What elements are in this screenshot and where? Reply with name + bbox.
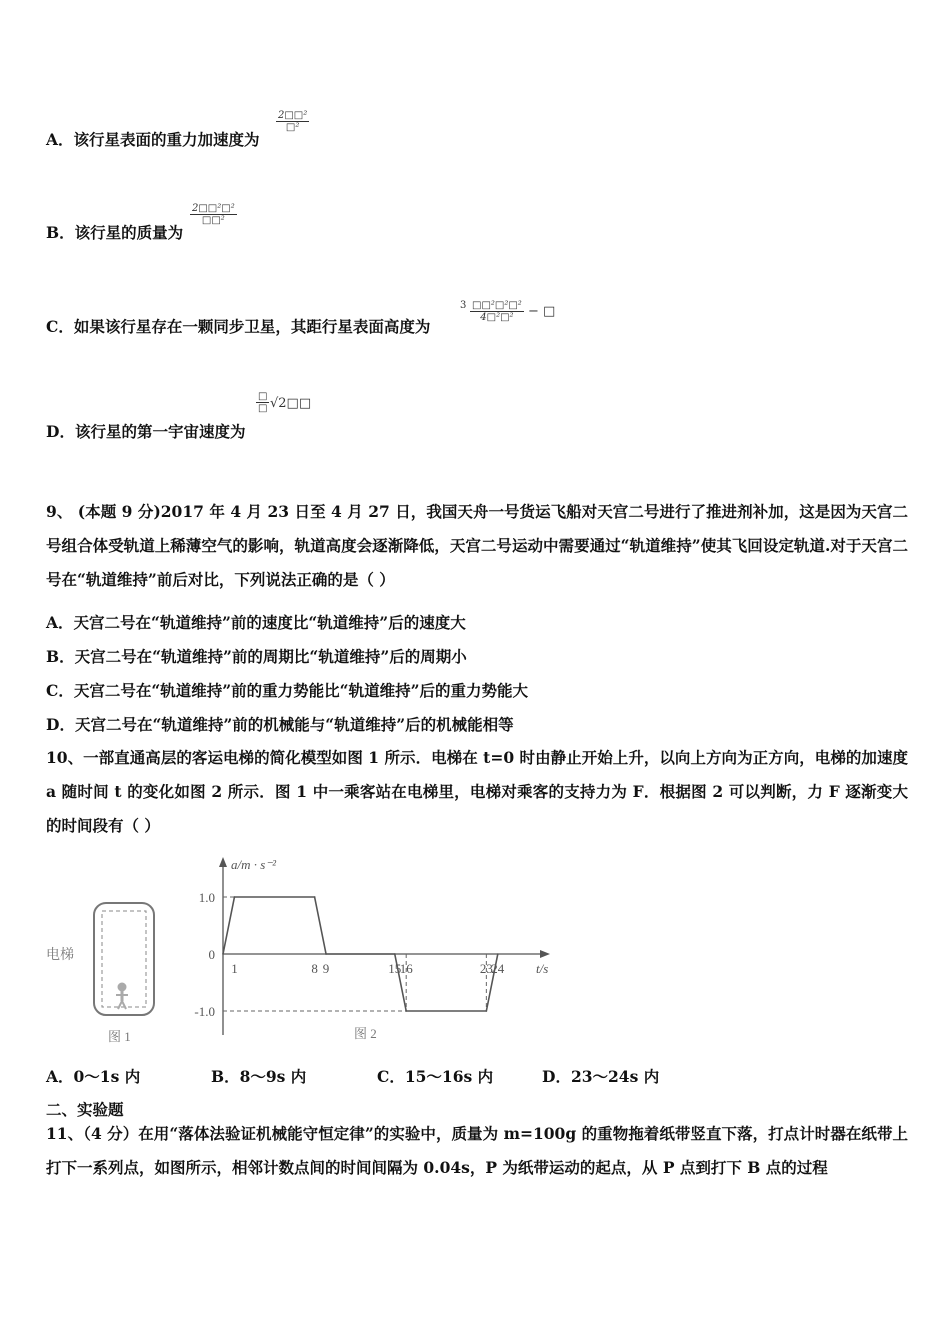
elevator-car — [94, 903, 154, 1015]
q8-c-denominator: 4□²□² — [480, 312, 514, 323]
q10-stem: 10、一部直通高层的客运电梯的简化模型如图 1 所示．电梯在 t=0 时由静止开始上升，以向上方向为正方向，电梯的加速度 a 随时间 t 的变化如图 2 所示．图 1 中一乘客站在电梯里，电梯对乘客的支持力为 F．根据图 2 可以判断，力 F 逐渐变大的时间段有（ ） — [46, 748, 908, 835]
data-point — [325, 953, 327, 955]
q9-option-b: B．天宫二号在“轨道维持”前的周期比“轨道维持”后的周期小 — [46, 647, 467, 666]
q10-option-a: A．0～1s 内 — [46, 1067, 141, 1086]
x-axis-arrow — [540, 950, 550, 958]
x-tick-label: 15 — [388, 961, 402, 976]
data-point — [234, 896, 236, 898]
q8-b-denominator: □□² — [201, 215, 225, 226]
q8-d-sqrt: √2□□ — [270, 396, 312, 411]
x-tick-label: 23 — [479, 961, 493, 976]
x-tick-label: 1 — [231, 961, 238, 976]
elevator-inner — [102, 911, 146, 1007]
data-point — [314, 896, 316, 898]
data-point — [497, 953, 499, 955]
q8-option-c-label: C．如果该行星存在一颗同步卫星，其距行星表面高度为 — [46, 317, 431, 336]
x-tick-label: 8 — [311, 961, 318, 976]
q8-d-denominator: □ — [258, 403, 268, 414]
fig2-caption: 图 2 — [354, 1026, 377, 1041]
y-tick-label: -1.0 — [194, 1004, 215, 1019]
q8-c-numerator: □□²□²□² — [472, 300, 522, 311]
q8-option-c — [46, 315, 430, 337]
data-point — [222, 953, 224, 955]
data-point — [394, 953, 396, 955]
q9-stem: 9、 (本题 9 分)2017 年 4 月 23 日至 4 月 27 日，我国天舟一号货运飞船对天宫二号进行了推进剂补加，这是因为天宫二号组合体受轨道上稀薄空气的影响，轨道高度会逐渐降低，天宫二号运动中需要通过“轨道维持”使其飞回设定轨道.对于天宫二号在“轨道维持”前后对比，下列说法正确的是（ ） — [46, 502, 908, 589]
x-tick-label: 24 — [491, 961, 505, 976]
figure-2-acceleration-chart — [180, 853, 570, 1053]
q9-option-c: C．天宫二号在“轨道维持”前的重力势能比“轨道维持”后的重力势能大 — [46, 681, 529, 700]
q8-option-a-label: A．该行星表面的重力加速度为 — [46, 130, 260, 149]
q10-option-b: B．8～9s 内 — [211, 1067, 307, 1086]
fig1-side-label: 电梯 — [46, 948, 74, 963]
q8-option-d-label: D．该行星的第一宇宙速度为 — [46, 422, 246, 441]
figure-1-elevator — [40, 895, 180, 1050]
q8-c-tail: − □ — [528, 304, 556, 319]
q8-c-root-index: 3 — [460, 300, 467, 311]
x-tick-label: 9 — [322, 961, 330, 976]
q8-option-d-formula — [256, 391, 269, 414]
q8-d-numerator: □ — [258, 391, 268, 402]
q8-a-numerator: 2□□² — [278, 110, 308, 121]
fig1-caption: 图 1 — [108, 1029, 131, 1044]
q9-option-d: D．天宫二号在“轨道维持”前的机械能与“轨道维持”后的机械能相等 — [46, 715, 514, 734]
section-2-title: 二、实验题 — [46, 1100, 124, 1119]
q8-option-b-formula — [190, 203, 237, 226]
q8-option-b — [46, 221, 183, 243]
q9-option-a: A．天宫二号在“轨道维持”前的速度比“轨道维持”后的速度大 — [46, 613, 466, 632]
q10-option-d: D．23～24s 内 — [542, 1067, 660, 1086]
q8-option-b-label: B．该行星的质量为 — [46, 223, 184, 242]
q8-option-c-formula — [470, 300, 524, 323]
q10-option-c: C．15～16s 内 — [377, 1067, 494, 1086]
x-tick-label: 16 — [399, 961, 413, 976]
passenger-figure — [116, 983, 128, 1009]
q8-a-denominator: □² — [285, 122, 300, 133]
y-tick-label: 0 — [208, 947, 215, 962]
q8-b-numerator: 2□□²□² — [192, 203, 235, 214]
q11-stem: 11、（4 分）在用“落体法验证机械能守恒定律”的实验中，质量为 m=100g 的重物拖着纸带竖直下落，打点计时器在纸带上打下一系列点，如图所示，相邻计数点间的时间间隔为 0.04s，P 为纸带运动的起点，从 P 点到打下 B 点的过程 — [46, 1124, 908, 1177]
q8-option-a — [46, 128, 260, 150]
y-axis-arrow — [219, 857, 227, 867]
q8-option-d — [46, 420, 245, 442]
q8-option-a-formula — [276, 110, 309, 133]
y-axis-label: a/m · s⁻² — [231, 857, 277, 872]
data-point — [405, 1010, 407, 1012]
x-axis-label: t/s — [536, 961, 549, 976]
y-tick-label: 1.0 — [198, 890, 215, 905]
data-point — [486, 1010, 488, 1012]
